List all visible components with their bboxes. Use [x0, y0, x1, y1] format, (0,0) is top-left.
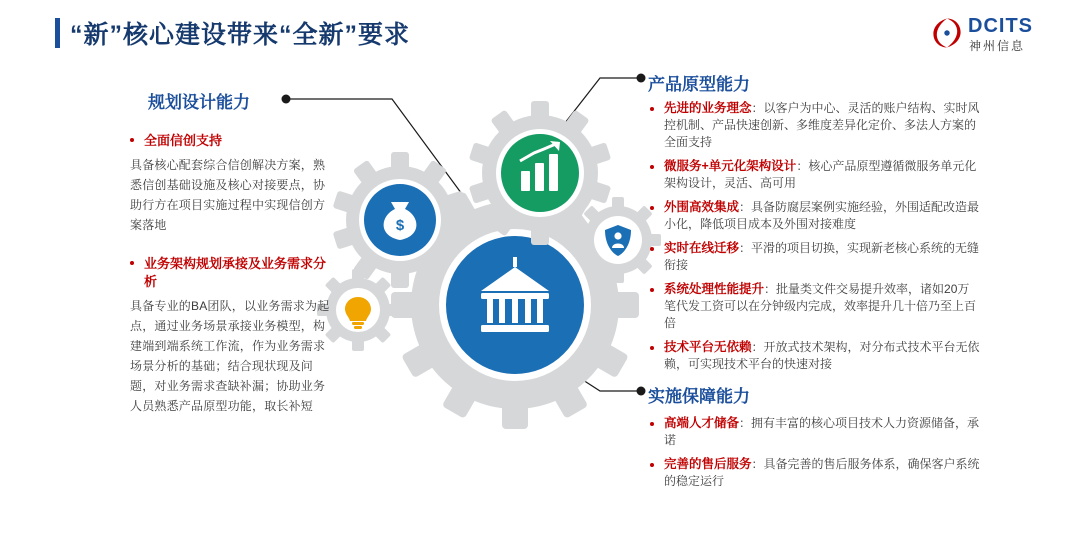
right-top-list	[650, 100, 980, 380]
svg-text:$: $	[395, 217, 405, 234]
title-accent-bar	[55, 18, 60, 48]
list-item-text	[664, 158, 980, 192]
list-item-body: ：核心产品原型遵循微服务单元化架构设计，灵活、高可用	[664, 159, 977, 190]
list-item-text	[664, 339, 980, 373]
left-item-1-body: 具备核心配套综合信创解决方案，熟悉信创基础设施及核心对接要点，协助行方在项目实施过程中实现信创方案落地	[130, 158, 326, 232]
slide-header	[0, 0, 1080, 62]
bullet-dot-icon	[650, 247, 654, 251]
list-item-title: 完善的售后服务	[664, 457, 752, 471]
list-item-title: 技术平台无依赖	[664, 340, 752, 354]
bullet-dot-icon	[650, 422, 654, 426]
list-item	[650, 339, 980, 373]
list-item	[650, 240, 980, 274]
logo-wordmark: DCITS	[968, 15, 1033, 37]
list-item	[650, 456, 980, 490]
list-item-text	[664, 240, 980, 274]
left-item-2	[130, 255, 335, 416]
list-item-text	[664, 100, 980, 151]
connector-node-left	[282, 95, 291, 104]
list-item-body: ：拥有丰富的核心项目技术人力资源储备，承诺	[664, 416, 980, 447]
list-item	[650, 281, 980, 332]
bullet-dot-icon	[650, 463, 654, 467]
gear-shield	[575, 197, 661, 283]
right-bottom-heading: 实施保障能力	[648, 387, 750, 406]
left-item-2-title-row	[130, 255, 335, 291]
bullet-dot-icon	[650, 165, 654, 169]
bullet-dot-icon	[650, 107, 654, 111]
list-item-body: ：批量类文件交易提升效率，诸如20万笔代发工资可以在分钟级内完成，效率提升几十倍乃至上百倍	[664, 282, 977, 330]
left-column-heading: 规划设计能力	[148, 93, 250, 112]
bullet-dot-icon	[650, 288, 654, 292]
list-item-body: ：开放式技术架构，对分布式技术平台无依赖，可实现技术平台的快速对接	[664, 340, 980, 371]
list-item-text	[664, 415, 980, 449]
page-title: “新”核心建设带来“全新”要求	[70, 21, 411, 49]
bullet-dot-icon	[650, 206, 654, 210]
list-item	[650, 158, 980, 192]
list-item-title: 微服务+单元化架构设计	[664, 159, 797, 173]
list-item-body: ：具备防腐层案例实施经验，外围适配改造最小化，降低项目成本及外围对接难度	[664, 200, 980, 231]
list-item-body: ：具备完善的售后服务体系，确保客户系统的稳定运行	[664, 457, 980, 488]
logo-subtitle: 神州信息	[969, 39, 1026, 53]
list-item-body: ：平滑的项目切换，实现新老核心系统的无缝衔接	[664, 241, 980, 272]
list-item-text	[664, 456, 980, 490]
list-item	[650, 100, 980, 151]
left-item-2-body: 具备专业的BA团队，以业务需求为起点，通过业务场景承接业务模型，构建端到端系统工作流，作为业务需求场景分析的基础；结合现状现及问题，对业务需求查缺补漏；协助业务人员熟悉产品原型功能，取长补短	[130, 299, 330, 413]
left-item-1-title-row	[130, 132, 335, 150]
list-item-title: 实时在线迁移	[664, 241, 740, 255]
right-top-heading: 产品原型能力	[648, 75, 750, 94]
left-item-1-title: 全面信创支持	[144, 133, 223, 148]
company-logo	[930, 14, 1062, 56]
right-bottom-list	[650, 415, 980, 497]
list-item-title: 先进的业务理念	[664, 101, 752, 115]
list-item-title: 高端人才储备	[664, 416, 740, 430]
list-item-body: ：以客户为中心、灵活的账户结构、实时风控机制、产品快速创新、多维度差异化定价、多法人方案的全面支持	[664, 101, 980, 149]
left-item-1	[130, 132, 335, 235]
bullet-dot-icon	[650, 346, 654, 350]
dcits-swirl-icon	[930, 16, 964, 50]
list-item-text	[664, 281, 980, 332]
list-item	[650, 415, 980, 449]
left-item-2-title: 业务架构规划承接及业务需求分析	[144, 256, 327, 289]
list-item	[650, 199, 980, 233]
gear-cluster-graphic	[300, 55, 680, 475]
bullet-dot-icon	[130, 138, 134, 142]
list-item-title: 外围高效集成	[664, 200, 740, 214]
list-item-title: 系统处理性能提升	[664, 282, 765, 296]
bullet-dot-icon	[130, 261, 134, 265]
list-item-text	[664, 199, 980, 233]
